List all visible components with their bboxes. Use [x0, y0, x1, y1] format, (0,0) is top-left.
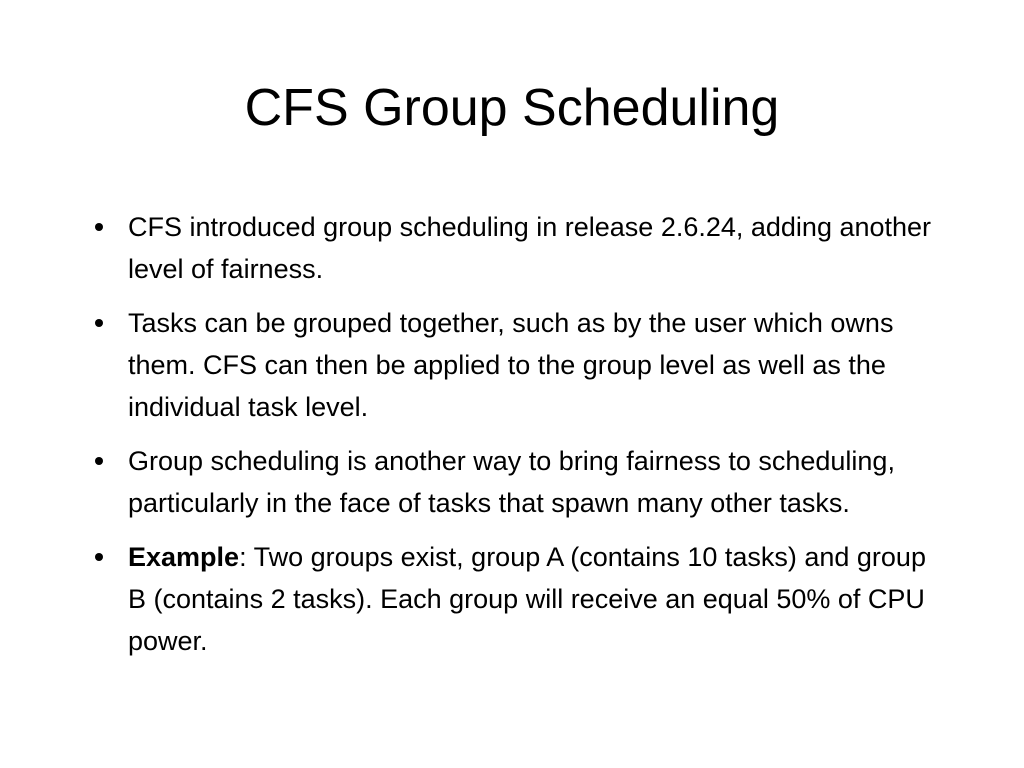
bullet-item-4	[95, 536, 935, 662]
bullet-text-4: : Two groups exist, group A (contains 10 tasks) and group B (contains 2 tasks). Each group will receive an equal 50% of CPU power.	[128, 542, 926, 656]
example-label: Example	[128, 542, 240, 572]
slide-title: CFS Group Scheduling	[244, 79, 780, 137]
bullet-text-3: Group scheduling is another way to bring fairness to scheduling, particularly in the face of tasks that spawn many other tasks.	[128, 446, 895, 518]
bullet-list	[95, 206, 935, 674]
bullet-item-2	[95, 302, 935, 428]
bullet-dot-icon	[95, 319, 103, 327]
bullet-item-1	[95, 206, 935, 290]
bullet-item-3	[95, 440, 935, 524]
bullet-dot-icon	[95, 457, 103, 465]
bullet-text-2: Tasks can be grouped together, such as by the user which owns them. CFS can then be applied to the group level as well as the individual task level.	[128, 308, 894, 422]
bullet-dot-icon	[95, 223, 103, 231]
bullet-dot-icon	[95, 553, 103, 561]
bullet-text-1: CFS introduced group scheduling in release 2.6.24, adding another level of fairness.	[128, 212, 932, 284]
